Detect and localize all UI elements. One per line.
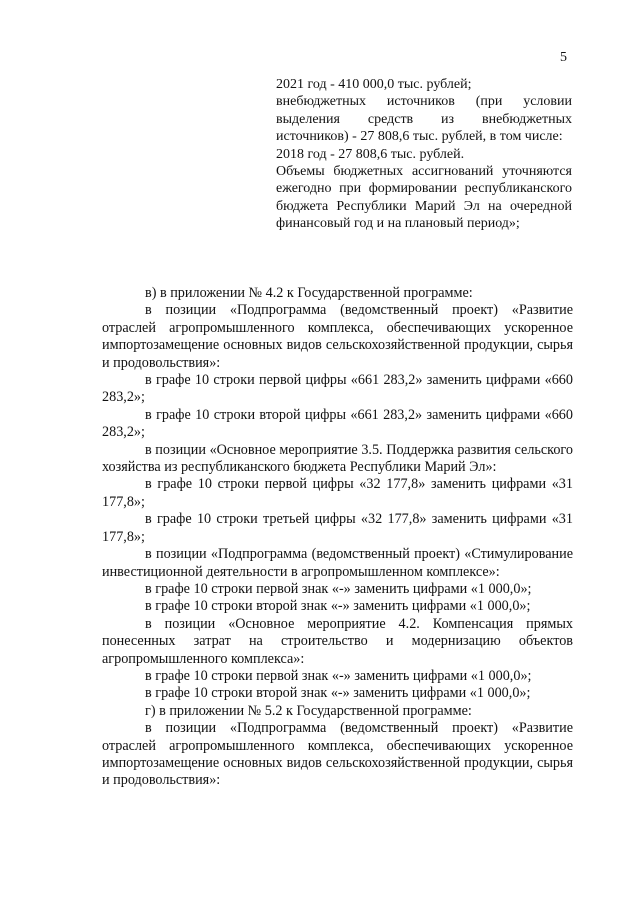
page-number: 5 — [560, 50, 567, 65]
funding-line: Объемы бюджетных ассигнований уточняются ежегодно при формировании республиканского бюджета Республики Марий Эл на очередной финансовый год и на плановый период»; — [276, 164, 572, 232]
paragraph: в позиции «Подпрограмма (ведомственный проект) «Развитие отраслей агропромышленного комплекса, обеспечивающих ускоренное импортозамещение основных видов сельскохозяйственной продукции, сырья и продовольствия»: — [102, 302, 573, 371]
funding-line: 2021 год - 410 000,0 тыс. рублей; — [276, 77, 472, 92]
paragraph: в позиции «Подпрограмма (ведомственный проект) «Развитие отраслей агропромышленного комплекса, обеспечивающих ускоренное импортозамещение основных видов сельскохозяйственной продукции, сырья и продовольствия»: — [102, 720, 573, 789]
funding-line: 2018 год - 27 808,6 тыс. рублей. — [276, 146, 465, 162]
paragraph: в графе 10 строки первой знак «-» заменить цифрами «1 000,0»; — [145, 580, 532, 597]
paragraph: в) в приложении № 4.2 к Государственной программе: — [145, 285, 473, 301]
paragraph: в позиции «Подпрограмма (ведомственный проект) «Стимулирование инвестиционной деятельности в агропромышленном комплексе»: — [102, 546, 573, 580]
paragraph: в графе 10 строки второй знак «-» заменить цифрами «1 000,0»; — [145, 685, 531, 702]
document-body — [102, 285, 573, 790]
funding-line: внебюджетных источников (при условии выделения средств из внебюджетных источников) - 27 808,6 тыс. рублей, в том числе: — [276, 94, 572, 145]
table-cell-continuation — [276, 76, 572, 233]
paragraph: г) в приложении № 5.2 к Государственной программе: — [145, 702, 472, 719]
paragraph: в графе 10 строки первой знак «-» заменить цифрами «1 000,0»; — [145, 667, 532, 684]
paragraph: в графе 10 строки второй знак «-» заменить цифрами «1 000,0»; — [145, 598, 531, 615]
paragraph: в позиции «Основное мероприятие 4.2. Компенсация прямых понесенных затрат на строительство и модернизацию объектов агропромышленного комплекса»: — [102, 615, 573, 667]
paragraph: в позиции «Основное мероприятие 3.5. Поддержка развития сельского хозяйства из республиканского бюджета Республики Марий Эл»: — [102, 441, 573, 476]
paragraph: в графе 10 строки первой цифры «661 283,2» заменить цифрами «660 283,2»; — [102, 372, 573, 406]
paragraph: в графе 10 строки первой цифры «32 177,8» заменить цифрами «31 177,8»; — [102, 476, 573, 510]
paragraph: в графе 10 строки третьей цифры «32 177,8» заменить цифрами «31 177,8»; — [102, 511, 573, 545]
paragraph: в графе 10 строки второй цифры «661 283,2» заменить цифрами «660 283,2»; — [102, 406, 573, 441]
